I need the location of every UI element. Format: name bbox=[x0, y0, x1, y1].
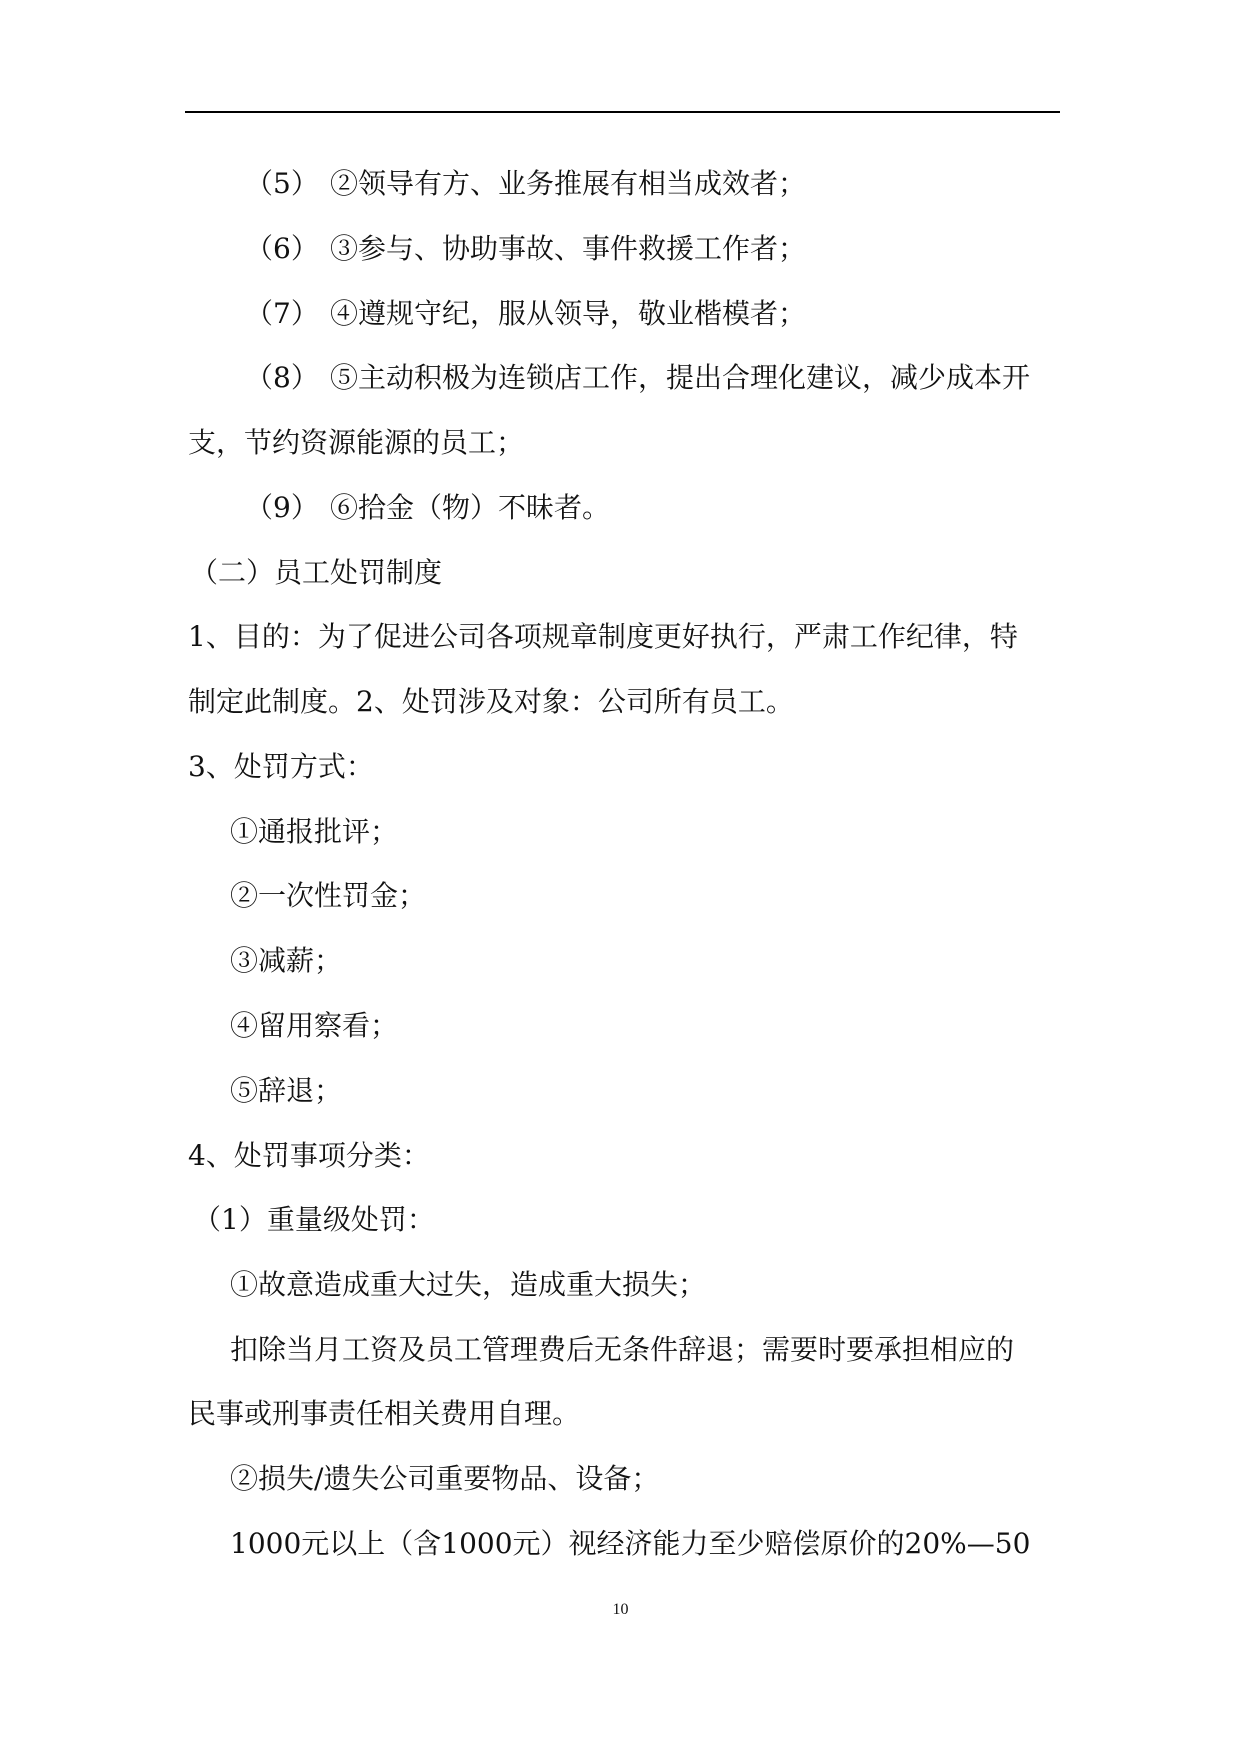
paragraph-line: 3、处罚方式： bbox=[188, 750, 374, 783]
paragraph-line: ③减薪； bbox=[230, 944, 343, 977]
page-number: 10 bbox=[612, 1601, 629, 1618]
item-text: ③参与、协助事故、事件救援工作者； bbox=[330, 232, 807, 265]
item-number: （8） bbox=[245, 361, 319, 394]
paragraph-line: 扣除当月工资及员工管理费后无条件辞退；需要时要承担相应的 bbox=[230, 1333, 1015, 1366]
list-item-continuation bbox=[188, 423, 524, 463]
list-item bbox=[245, 229, 806, 269]
item-number: （9） bbox=[245, 491, 319, 524]
paragraph-line: ②损失/遗失公司重要物品、设备； bbox=[230, 1462, 660, 1495]
item-text: ⑤主动积极为连锁店工作，提出合理化建议，减少成本开 bbox=[330, 361, 1031, 394]
item-number: （5） bbox=[245, 167, 319, 200]
item-text: ④遵规守纪，服从领导，敬业楷模者； bbox=[330, 297, 807, 330]
item-number: （6） bbox=[245, 232, 319, 265]
paragraph-line: 4、处罚事项分类： bbox=[188, 1139, 430, 1172]
item-text: ②领导有方、业务推展有相当成效者； bbox=[330, 167, 807, 200]
list-item bbox=[245, 488, 610, 528]
header-rule bbox=[185, 111, 1060, 113]
paragraph-line: 1、目的：为了促进公司各项规章制度更好执行，严肃工作纪律，特 bbox=[188, 620, 1018, 653]
section-heading: （二）员工处罚制度 bbox=[190, 556, 443, 589]
paragraph-line: 1000元以上（含1000元）视经济能力至少赔偿原价的20%—50 bbox=[230, 1527, 1031, 1560]
list-item bbox=[245, 294, 806, 334]
paragraph-line: （1）重量级处罚： bbox=[193, 1203, 435, 1236]
paragraph-line: ⑤辞退； bbox=[230, 1074, 343, 1107]
paragraph-line: ②一次性罚金； bbox=[230, 879, 427, 912]
item-number: （7） bbox=[245, 297, 319, 330]
paragraph-line: ①故意造成重大过失，造成重大损失； bbox=[230, 1268, 707, 1301]
paragraph-line: 制定此制度。2、处罚涉及对象：公司所有员工。 bbox=[188, 685, 794, 718]
item-text: ⑥拾金（物）不昧者。 bbox=[330, 491, 611, 524]
paragraph-line: ①通报批评； bbox=[230, 815, 399, 848]
list-item bbox=[245, 164, 806, 204]
paragraph-line: 民事或刑事责任相关费用自理。 bbox=[188, 1397, 581, 1430]
list-item bbox=[245, 358, 1030, 398]
item-text: 支，节约资源能源的员工； bbox=[188, 426, 525, 459]
paragraph-line: ④留用察看； bbox=[230, 1009, 399, 1042]
